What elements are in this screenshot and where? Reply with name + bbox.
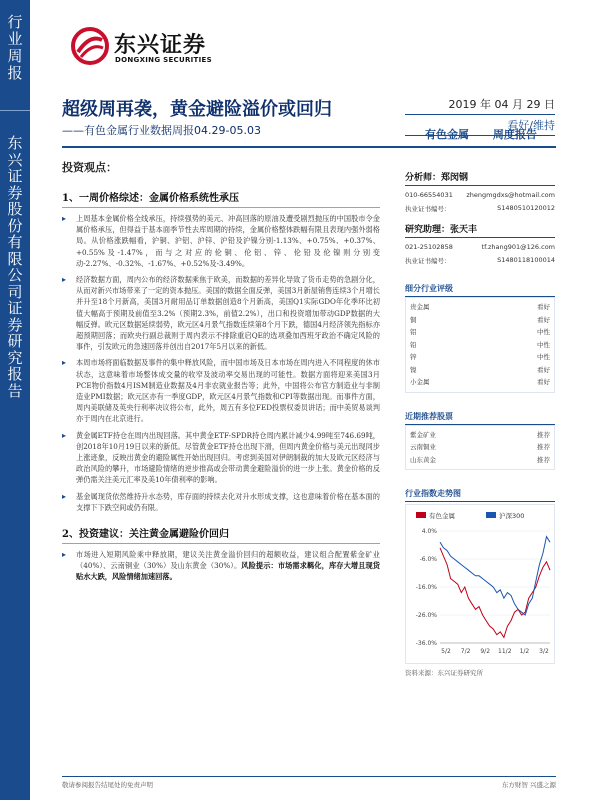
row-name: 铝 <box>410 328 417 336</box>
y-tick-label: -36.0% <box>415 640 437 647</box>
band-char: 证 <box>7 167 23 185</box>
analyst-cert <box>405 204 555 213</box>
band-char: 研 <box>7 332 23 350</box>
band-char: 告 <box>7 381 23 400</box>
header-rule <box>62 146 556 148</box>
left-band <box>0 0 30 800</box>
band-char: 股 <box>7 200 23 218</box>
row-rating: 看好 <box>537 303 550 311</box>
x-tick-label: 9/2 <box>480 648 491 655</box>
assistant-contact <box>405 243 555 251</box>
invest-view-label: 投资观点： <box>62 161 117 174</box>
row-name: 云南铜业 <box>410 443 436 451</box>
band-report-type <box>0 0 30 95</box>
cert-label: 执业证书编号： <box>405 205 451 213</box>
page-footer <box>62 776 556 789</box>
stocks-heading: 近期推荐股票 <box>405 411 555 425</box>
index-chart <box>405 504 555 664</box>
band-char: 司 <box>7 282 23 301</box>
analyst-phone: 010-66554031 <box>405 191 453 199</box>
assistant-name: 研究助理：张天丰 <box>405 222 555 238</box>
header-tags <box>425 126 557 142</box>
report-date: 2019 年 04 月 29 日 <box>405 96 555 115</box>
side-column <box>405 170 555 677</box>
chart-heading: 行业指数走势图 <box>405 488 555 502</box>
assistant-cert <box>405 256 555 265</box>
table-row <box>406 314 554 327</box>
chart-source: 资料来源：东兴证券研究所 <box>405 669 483 677</box>
x-tick-label: 5/2 <box>441 648 451 655</box>
band-char: 东 <box>7 134 23 152</box>
list-item: ▸ 经济数据方面，周内公布的经济数据乘焦于欧美，而数据的差异化导致了货币走势的急剧分化，从而对新兴市场带来了一定的资本抛压。美国的数据全面反弹，美国3月新屋销售连续3个月增长并升至18个月新高，美国3月耐用品订单数据创造8个月新高，美国Q1实际GDO年化季环比初值大幅高于预期及前值至3.2%（预期2.3%，前值2.2%），出口和投资增加带动GDP数据的大幅反弹。欧元区数据延续弱势，欧元区4月景气指数连续第8个月下跌，德国4月经济领先指标亦超预期回落；而欧央行副总裁则于周内表示不排除重启QE的选项叠加西班牙政治不确定风险的事件，引发欧元的急速回落并创出自2017年5月以来的新低。 <box>62 274 380 352</box>
row-rating: 推荐 <box>537 430 550 439</box>
band-char: 券 <box>7 183 23 202</box>
legend-swatch <box>416 512 426 518</box>
cert-label: 执业证书编号： <box>405 257 451 265</box>
legend-label: 有色金属 <box>429 512 455 520</box>
stocks-list <box>405 425 555 471</box>
row-name: 山东黄金 <box>410 455 436 464</box>
row-rating: 看好 <box>537 378 550 386</box>
row-rating: 看好 <box>537 315 550 324</box>
band-char: 究 <box>7 348 23 367</box>
table-row <box>406 351 554 364</box>
assistant-email[interactable]: tf.zhang901@126.com <box>481 243 555 251</box>
row-name: 紫金矿业 <box>410 430 436 439</box>
analyst-name: 分析师：郑闵钢 <box>405 170 555 186</box>
risk-label: 风险提示： <box>241 561 278 571</box>
row-name: 锌 <box>410 353 417 361</box>
band-char: 限 <box>7 249 23 268</box>
band-char: 业 <box>7 30 23 48</box>
row-rating: 推荐 <box>537 443 550 451</box>
industry-tag: 有色金属 <box>425 128 469 141</box>
chart-svg <box>406 505 556 665</box>
report-title: 超级周再袭，黄金避险溢价或回归 <box>62 99 332 120</box>
band-company-name <box>0 135 30 399</box>
advice-text: 市场进入短期风险乘中释放期，建议关注黄金溢价回归的超额收益，建议组合配置紫金矿业（40%）、云南铜业（30%）及山东黄金（30%）。 <box>76 550 380 571</box>
report-type-tag: 周度报告 <box>492 128 537 141</box>
band-char: 报 <box>7 64 23 82</box>
footer-disclaimer: 敬请参阅报告结尾处的免责声明 <box>62 781 153 789</box>
list-item: ▸ 黄金属ETF持仓在周内出现回落。其中黄金ETF-SPDR持仓周内累计减少4.99吨至746.69吨，创2018年10月19日以来的新低。尽管黄金ETF持仓出现下滑，但周内黄金价格与美元出现同步上涨迹象，反映出黄金的避险属性开始出现回归。考虑到美国对伊朗制裁的加大及欧元区经济与政治风险的攀升，市场避险情绪的逆步推高或会带动黄金避险溢价的进一步上张。黄金价格的反弹仍需关注美元汇率及美10年债利率的影响。 <box>62 430 380 486</box>
band-char: 公 <box>7 266 23 284</box>
company-logo <box>70 26 230 72</box>
y-tick-label: 4.0% <box>421 528 437 535</box>
table-row <box>406 339 554 352</box>
report-subtitle: ——有色金属行业数据周报04.29-05.03 <box>62 124 261 137</box>
band-char: 券 <box>7 315 23 334</box>
table-row <box>406 376 554 389</box>
table-row <box>406 454 554 467</box>
y-tick-label: -6.0% <box>419 556 437 563</box>
main-column <box>62 155 380 583</box>
x-tick-label: 1/2 <box>519 648 530 655</box>
series-line <box>440 537 550 615</box>
list-item: ▸ 基金属现货依然维持升水态势，库存面的持续去化对升水形成支撑，这也意味着价格在基本面的支撑下下跌空间或仍有限。 <box>62 491 380 513</box>
table-row <box>406 441 554 454</box>
analyst-block <box>405 170 555 213</box>
row-name: 小金属 <box>410 378 430 386</box>
assistant-phone: 021-25102858 <box>405 243 453 251</box>
analyst-email[interactable]: zhengmgdxs@hotmail.com <box>466 191 555 199</box>
list-item: ▸ 上周基本金属价格全线承压，持续强势的美元、冲高回落的原油及遭受剧烈抛压的中国股市令金属价格承压，但得益于基本面季节性去库周期的持续，金属价格整体跌幅有限且表现内强外弱格局。从价格涨跌幅看，沪铜、沪铝、沪锌、沪铅及沪镍分别-1.13%、+0.75%、+0.37%、+0.55%及-1.47%，而与之对应的伦铜、伦铝、锌、伦铅及伦镍则分别变动-2.27%、-0.32%、-1.67%、+0.52%及-3.49%。 <box>62 213 380 269</box>
row-rating: 看好 <box>537 365 550 374</box>
band-char: 兴 <box>7 150 23 169</box>
section-price-review <box>62 189 380 513</box>
row-rating: 中性 <box>537 353 550 361</box>
section-investment-advice <box>62 525 380 583</box>
band-char: 有 <box>7 233 23 251</box>
table-row <box>406 326 554 339</box>
table-row <box>406 301 554 314</box>
assistant-block <box>405 222 555 265</box>
logo-name-en: DONGXING SECURITIES <box>115 56 212 64</box>
band-char: 周 <box>7 47 23 65</box>
section-heading: 2、投资建议：关注黄金属避险价回归 <box>62 525 380 544</box>
band-divider <box>0 110 30 111</box>
x-tick-label: 11/2 <box>498 648 512 655</box>
row-name: 镍 <box>410 365 417 374</box>
industry-rating: 看好/维持 <box>405 115 555 136</box>
table-row <box>406 364 554 377</box>
table-row <box>406 429 554 442</box>
risk-text: 市场需求羁化，库存大增且现货贴水大跌，风险情绪加速回落。 <box>76 561 380 582</box>
row-name: 铅 <box>410 340 417 349</box>
logo-name-cn: 东兴证券 <box>114 33 207 58</box>
row-rating: 中性 <box>537 340 550 349</box>
row-rating: 推荐 <box>537 455 550 464</box>
row-rating: 中性 <box>537 328 550 336</box>
legend-label: 沪深300 <box>499 512 525 520</box>
band-char: 证 <box>7 299 23 317</box>
footer-slogan: 东方财智 兴盛之源 <box>501 781 556 789</box>
legend-swatch <box>486 512 496 518</box>
ratings-heading: 细分行业评级 <box>405 283 555 297</box>
band-char: 行 <box>7 13 23 31</box>
x-tick-label: 3/2 <box>539 648 549 655</box>
cert-number: S1480118100014 <box>497 256 555 264</box>
band-char: 份 <box>7 216 23 235</box>
row-name: 铜 <box>410 315 417 324</box>
ratings-list <box>405 297 555 393</box>
x-tick-label: 7/2 <box>460 648 471 655</box>
analyst-contact <box>405 191 555 199</box>
y-tick-label: -16.0% <box>415 584 437 591</box>
section-heading: 1、一周价格综述：金属价格系统性承压 <box>62 189 380 208</box>
cert-number: S1480510120012 <box>497 204 555 212</box>
row-name: 贵金属 <box>410 303 430 311</box>
y-tick-label: -26.0% <box>415 612 437 619</box>
band-char: 报 <box>7 365 23 383</box>
list-item <box>62 549 380 583</box>
logo-mark-icon <box>70 26 110 66</box>
list-item: ▸ 本周市场将面临数据及事件的集中释放风险，而中国市场及日本市场在周内进入不同程度的休市状态，这意味着市场整体成交量的收窄及波动率交易出现的可能性。数据方面将迎来美国3月PCE物价指数4月ISM制造业数据及4月非农就业报告等；此外，中国将公布官方制造业与非制造业PMI数据；欧元区亦有一季度GDP，欧元区4月景气指数和CPI等数据出现。而事件方面，周内美联储及英央行利率决议将公布，此外，周五有多位FED投票权委员讲话；而中美贸易谈判亦于周内在北京进行。 <box>62 357 380 424</box>
